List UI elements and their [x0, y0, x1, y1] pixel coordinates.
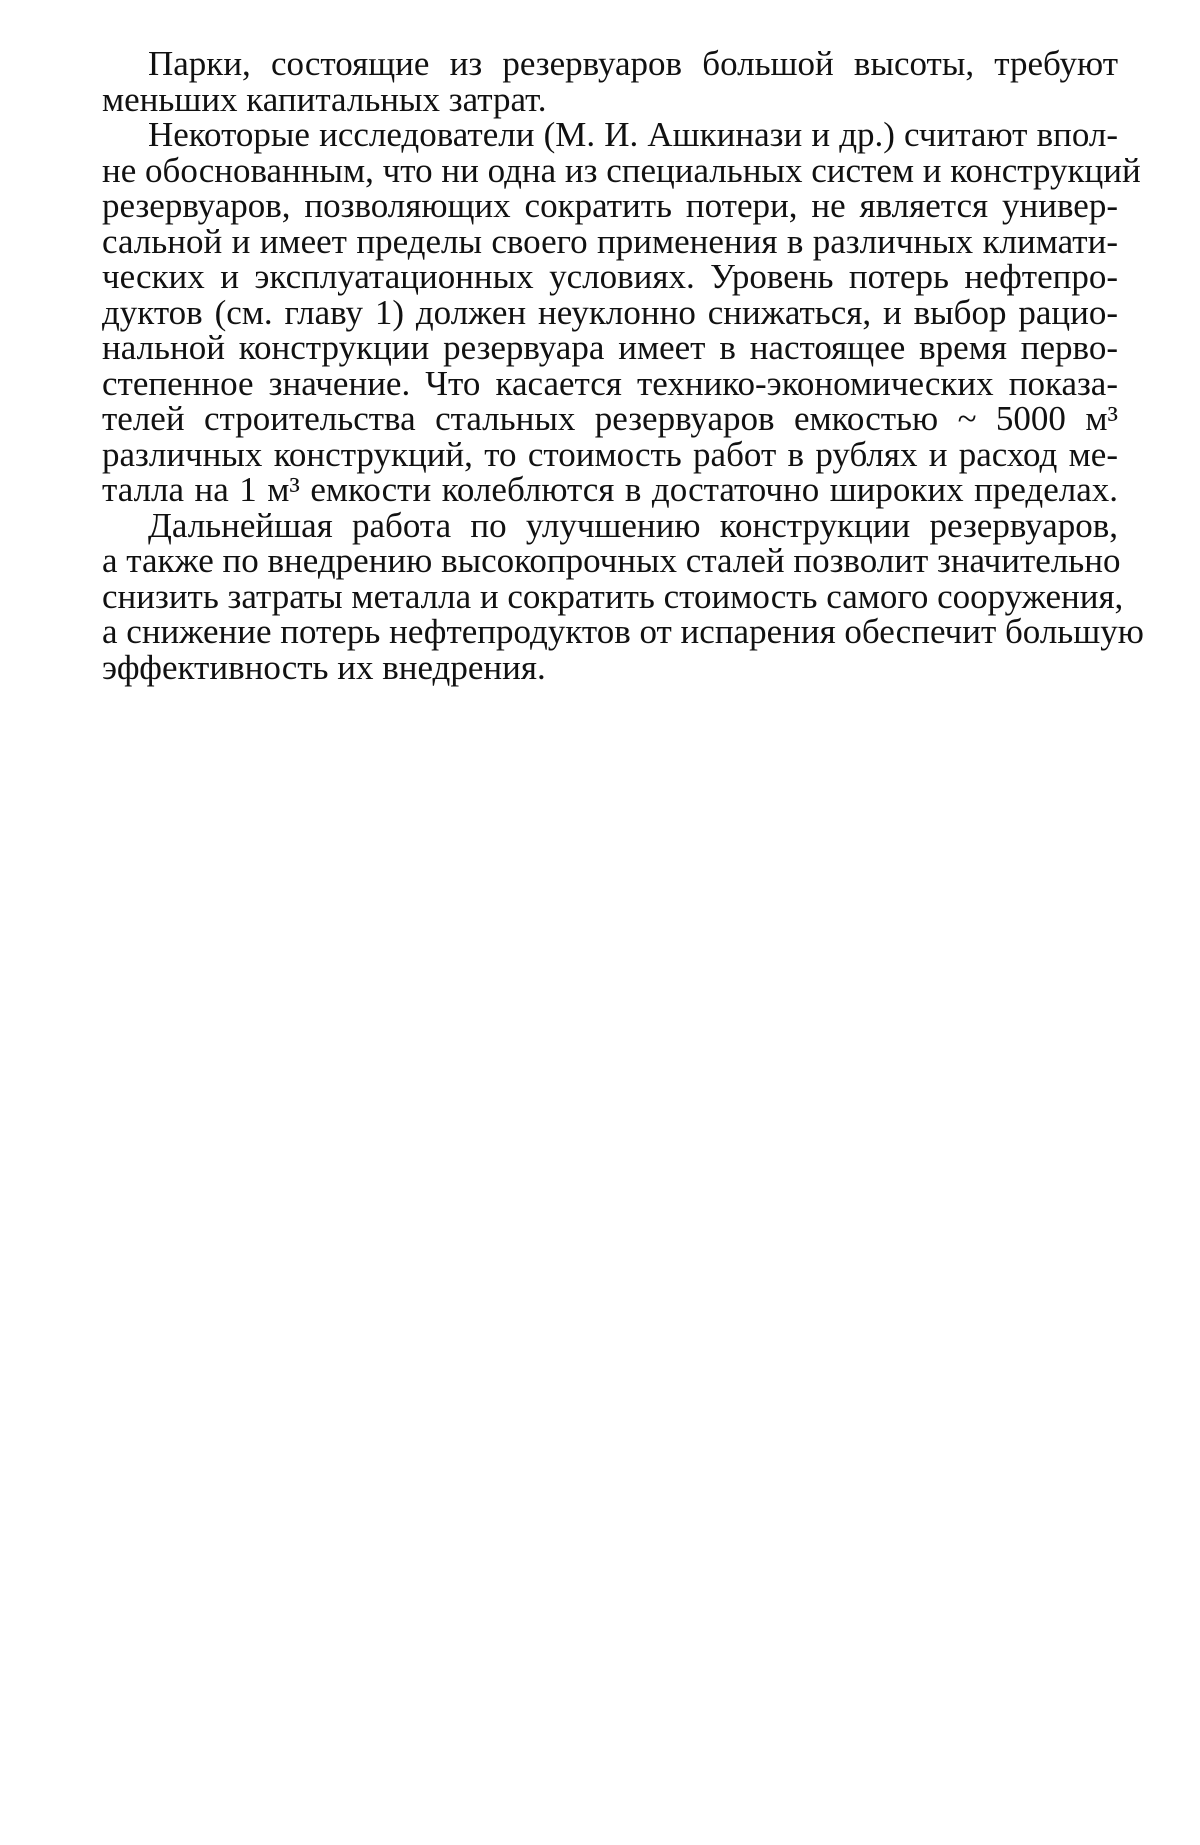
text-line: не обоснованным, что ни одна из специальных систем и конструкций [102, 150, 1141, 190]
text-line: резервуаров, позволяющих сократить потери, не является универ- [102, 186, 1118, 225]
text-line: дуктов (см. главу 1) должен неуклонно снижаться, и выбор рацио- [102, 292, 1118, 332]
text-line: ческих и эксплуатационных условиях. Уровень потерь нефтепро- [102, 257, 1118, 296]
text-line: степенное значение. Что касается технико-экономических показа- [102, 363, 1118, 403]
text-line: сальной и имеет пределы своего применения в различных климати- [102, 221, 1118, 261]
text-line: телей строительства стальных резервуаров емкостью ~ 5000 м³ [102, 399, 1118, 438]
text-line: а также по внедрению высокопрочных сталей позволит значительно [102, 541, 1121, 580]
text-line: Парки, состоящие из резервуаров большой высоты, требуют [148, 44, 1118, 83]
text-line: эффективность их внедрения. [102, 647, 546, 687]
paragraph-3 [102, 505, 1144, 687]
text-line: меньших капитальных затрат. [102, 79, 547, 119]
text-line: Некоторые исследователи (М. И. Ашкинази и др.) считают впол- [148, 115, 1118, 154]
text-line: нальной конструкции резервуара имеет в настоящее время перво- [102, 328, 1118, 367]
text-line: Дальнейшая работа по улучшению конструкции резервуаров, [148, 505, 1118, 545]
paragraph-1 [102, 46, 1118, 117]
text-line: снизить затраты металла и сократить стоимость самого сооружения, [102, 576, 1124, 616]
text-line: а снижение потерь нефтепродуктов от испарения обеспечит большую [102, 612, 1144, 651]
paragraph-2 [102, 115, 1141, 509]
text-line: различных конструкций, то стоимость работ в рублях и расход ме- [102, 434, 1118, 474]
document-body [102, 44, 1144, 687]
text-line: талла на 1 м³ емкости колеблются в достаточно широких пределах. [102, 470, 1118, 509]
